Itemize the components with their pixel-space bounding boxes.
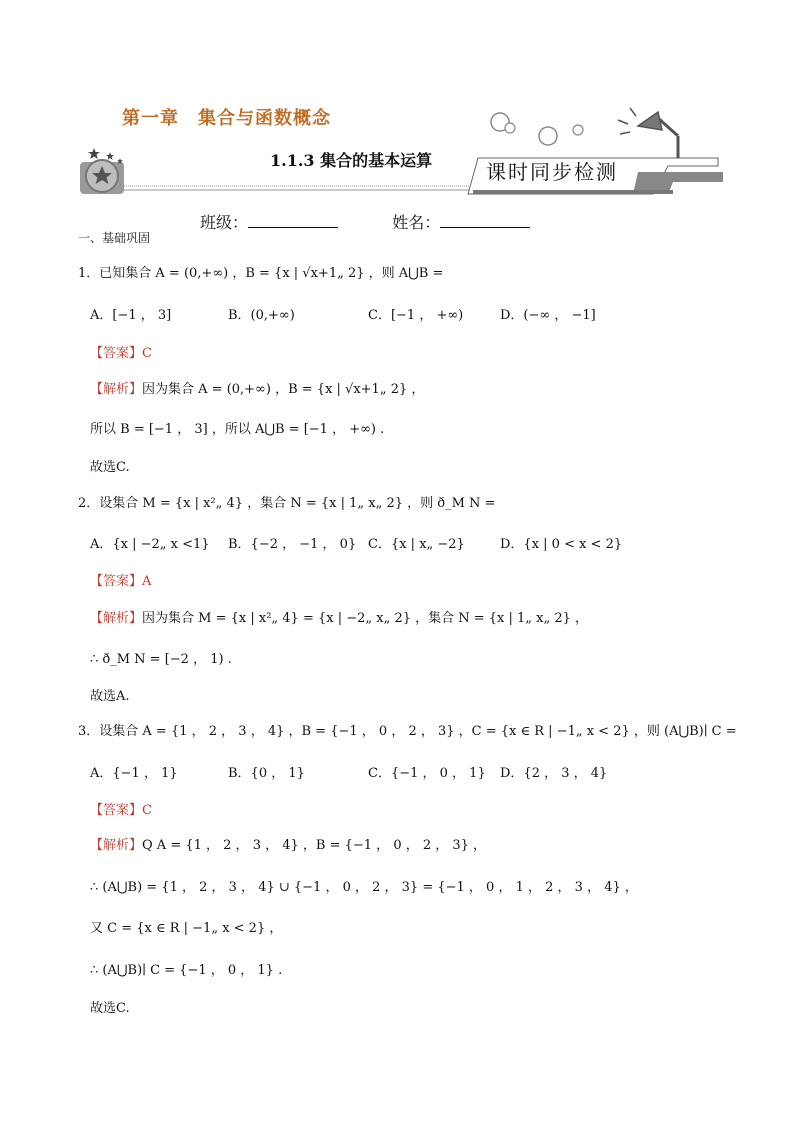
q2-option-c: C．{x | x„ −2} [368, 537, 465, 552]
q1-analysis-1 [90, 378, 424, 397]
q3-analysis-4: ∴ (A⋃B)∣ C = {−1 ， 0 ， 1} . [90, 963, 283, 978]
q3-analysis-1 [90, 834, 486, 853]
section-title: 1.1.3 集合的基本运算 [270, 151, 433, 170]
q1-option-a: A．[−1 ， 3] [90, 308, 172, 323]
class-blank[interactable] [248, 213, 338, 228]
class-name-row [200, 210, 530, 233]
lamp-icon [618, 108, 678, 158]
q2-answer [90, 570, 151, 589]
q2-option-d: D．{x | 0 < x < 2} [500, 537, 623, 552]
analysis-text: 因为集合 M = {x | x²„ 4} = {x | −2„ x„ 2} ，集合 N = {x | 1„ x„ 2} ， [142, 611, 589, 626]
q3-analysis-3: 又 C = {x ∈ R | −1„ x < 2} ， [90, 921, 283, 936]
q1-option-d: D．(−∞ ， −1] [500, 308, 596, 323]
q3-analysis-2: ∴ (A⋃B) = {1 ， 2 ， 3 ， 4} ∪ {−1 ， 0 ， 2 ， 3} = {−1 ， 0 ， 1 ， 2 ， 3 ， 4} ， [90, 880, 638, 895]
q3-option-b: B．{0 ， 1} [228, 766, 305, 781]
analysis-tag: 【解析】 [90, 611, 143, 626]
answer-value: C [142, 346, 152, 361]
q2-analysis-1 [90, 607, 588, 626]
answer-tag: 【答案】 [90, 346, 143, 361]
q2-analysis-2: ∴ ð_M N = [−2 ， 1) . [90, 652, 232, 667]
q3-option-a: A．{−1 ， 1} [90, 766, 178, 781]
question-3-stem: 3．设集合 A = {1 ， 2 ， 3 ， 4} ，B = {−1 ， 0 ， 2 ， 3} ，C = {x ∈ R | −1„ x < 2} ，则 (A⋃B)∣ C = [78, 724, 737, 739]
star-badge-icon [80, 148, 124, 194]
name-blank[interactable] [440, 213, 530, 228]
q2-option-b: B．{−2 ， −1 ， 0} [228, 537, 357, 552]
q3-option-d: D．{2 ， 3 ， 4} [500, 766, 608, 781]
analysis-text: 因为集合 A = (0,+∞) ，B = {x | √x+1„ 2} ， [142, 382, 425, 397]
bubble-icon [491, 113, 583, 145]
q1-analysis-2: 所以 B = [−1 ， 3] ，所以 A⋃B = [−1 ， +∞) . [90, 422, 385, 437]
analysis-tag: 【解析】 [90, 382, 143, 397]
q3-answer [90, 799, 152, 818]
q2-conclusion: 故选A. [90, 689, 130, 704]
q1-conclusion: 故选C. [90, 460, 130, 475]
analysis-tag: 【解析】 [90, 838, 143, 853]
answer-tag: 【答案】 [90, 574, 143, 589]
question-2-stem: 2．设集合 M = {x | x²„ 4} ，集合 N = {x | 1„ x„ 2} ，则 ð_M N = [78, 496, 496, 511]
name-label: 姓名： [392, 213, 441, 232]
q1-option-b: B．(0,+∞) [228, 308, 295, 323]
q3-option-c: C．{−1 ， 0 ， 1} [368, 766, 486, 781]
section-heading: 一、基础巩固 [78, 231, 151, 245]
analysis-text: Q A = {1 ， 2 ， 3 ， 4} ，B = {−1 ， 0 ， 2 ， 3} ， [142, 838, 487, 853]
q1-option-c: C．[−1 ， +∞) [368, 308, 464, 323]
q3-conclusion: 故选C. [90, 1001, 130, 1016]
answer-tag: 【答案】 [90, 803, 143, 818]
class-label: 班级： [200, 213, 249, 232]
q2-option-a: A．{x | −2„ x <1} [90, 537, 210, 552]
answer-value: A [142, 574, 152, 589]
banner-label: 课时同步检测 [486, 160, 618, 184]
question-1-stem: 1．已知集合 A = (0,+∞) ，B = {x | √x+1„ 2} ，则 A⋃B = [78, 266, 444, 281]
chapter-title: 第一章 集合与函数概念 [122, 108, 331, 129]
answer-value: C [142, 803, 152, 818]
q1-answer [90, 342, 152, 361]
